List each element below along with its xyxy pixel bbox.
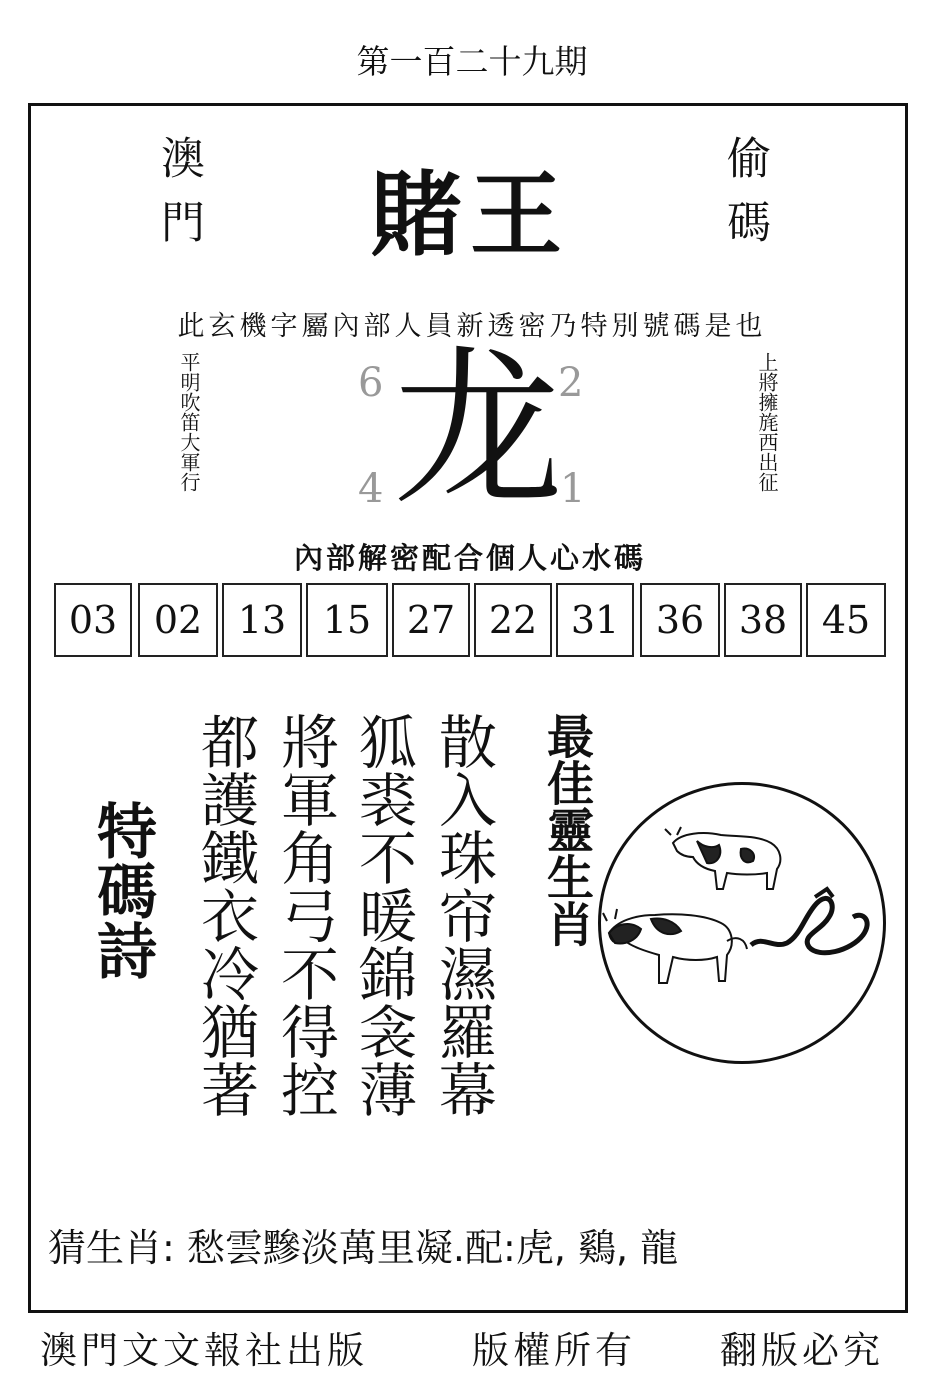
code-box: 27: [392, 583, 470, 657]
poem-line-2: 狐裘不暖錦衾薄: [349, 712, 417, 1118]
poem-line-4: 都護鐵衣冷猶著: [191, 712, 259, 1118]
code-box: 13: [222, 583, 302, 657]
code-row: [54, 583, 886, 661]
side-verse-right: 上將擁旄西出征: [755, 352, 779, 492]
poem-line-3: 將軍角弓不得控: [271, 712, 339, 1118]
code-box: 22: [474, 583, 552, 657]
poem-label: 特碼詩: [87, 800, 157, 980]
brand-right: 偷碼: [719, 135, 770, 263]
ox-icon: [665, 827, 780, 889]
footer-rights: 版權所有: [472, 1329, 636, 1372]
zodiac-picture: [598, 782, 886, 1064]
issue-number: 第一百二十九期: [356, 42, 588, 81]
guess-match-label: 配:: [465, 1226, 516, 1270]
footer-publisher: 澳門文文報社出版: [40, 1329, 368, 1372]
corner-number-bottom-right: 1: [560, 466, 586, 512]
best-zodiac-label: 最佳靈生肖: [539, 712, 594, 947]
main-frame: [28, 103, 908, 1313]
code-box: 45: [806, 583, 886, 657]
zodiac-drawing: [601, 785, 883, 1061]
brand-left: 澳門: [153, 135, 204, 263]
guess-zodiac-line: [48, 1217, 678, 1272]
page-title: 賭王: [369, 162, 570, 269]
footer-warning: 翻版必究: [720, 1329, 884, 1372]
code-box: 38: [724, 583, 802, 657]
side-verse-left: 平明吹笛大軍行: [177, 352, 201, 492]
code-box: 31: [556, 583, 634, 657]
intro-line: 此玄機字屬內部人員新透密乃特別號碼是也: [177, 311, 767, 342]
guess-riddle: 愁雲黲淡萬里凝.: [186, 1226, 465, 1270]
code-box: 15: [306, 583, 388, 657]
code-box: 36: [640, 583, 720, 657]
ox-icon: [603, 909, 747, 983]
poem-line-1: 散入珠帘濕羅幕: [429, 712, 497, 1118]
corner-number-top-right: 2: [558, 360, 584, 406]
corner-number-bottom-left: 4: [358, 466, 384, 512]
guess-answers: 虎, 鷄, 龍: [515, 1226, 679, 1270]
corner-number-top-left: 6: [358, 360, 384, 406]
code-box: 03: [54, 583, 132, 657]
subheading: 內部解密配合個人心水碼: [293, 541, 646, 575]
hint-character: 龙: [392, 331, 563, 529]
snake-icon: [751, 889, 867, 953]
code-box: 02: [138, 583, 218, 657]
guess-label: 猜生肖:: [48, 1226, 175, 1270]
